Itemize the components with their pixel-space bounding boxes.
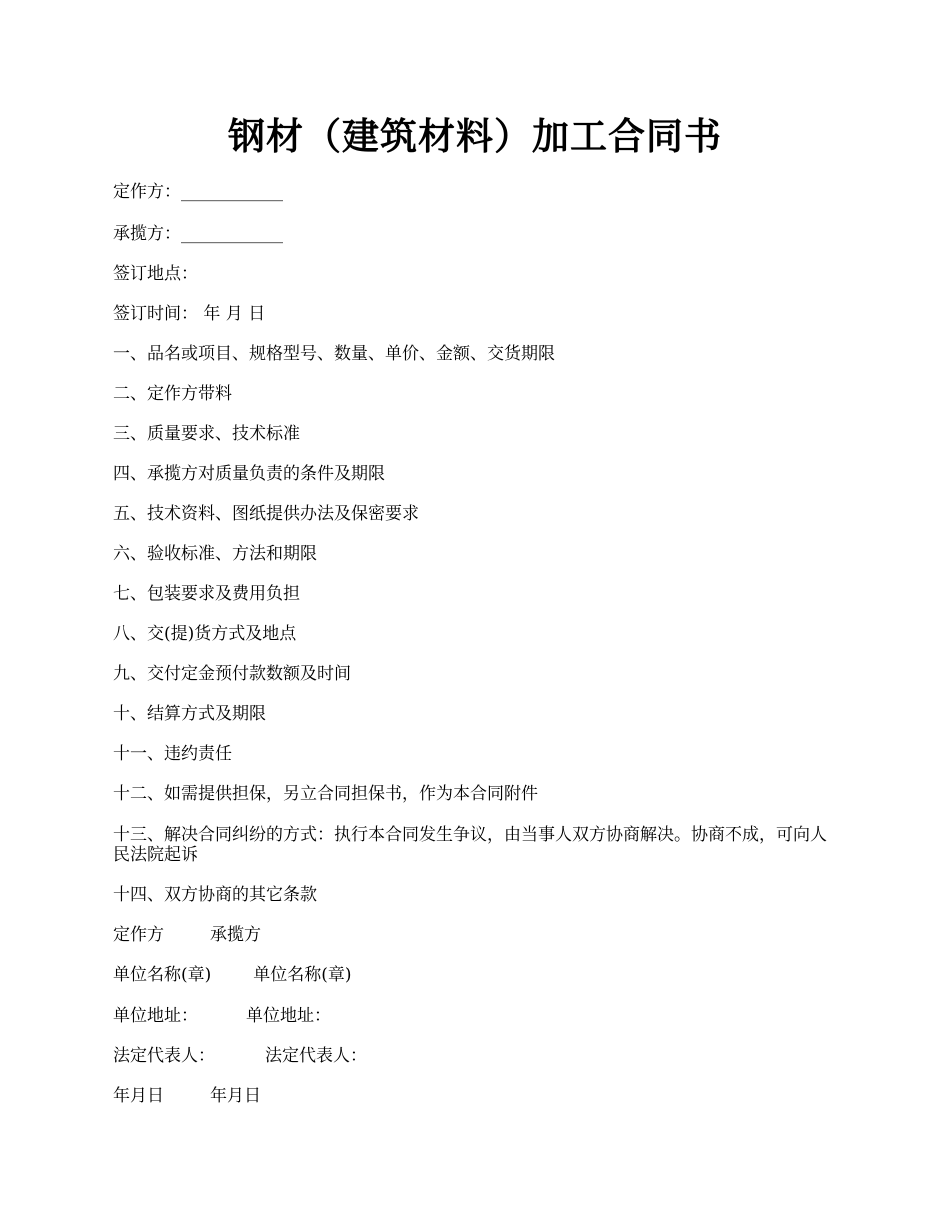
party-b-label: 承揽方：: [113, 224, 181, 244]
party-a-legal-rep: 法定代表人：: [113, 1046, 215, 1066]
sign-time: 签订时间： 年 月 日: [113, 304, 266, 324]
party-a-signature-heading: 定作方: [113, 925, 164, 945]
party-a-label: 定作方：: [113, 182, 181, 202]
document-title: 钢材（建筑材料）加工合同书: [228, 114, 722, 158]
clause-7: 七、包装要求及费用负担: [113, 584, 300, 604]
unit-name-row: [113, 965, 843, 985]
party-b-blank: ____________: [181, 224, 283, 244]
clause-14: 十四、双方协商的其它条款: [113, 885, 317, 905]
clause-11: 十一、违约责任: [113, 744, 232, 764]
clause-2: 二、定作方带料: [113, 384, 232, 404]
party-b-unit-address: 单位地址：: [246, 1006, 331, 1026]
clause-13: 十三、解决合同纠纷的方式：执行本合同发生争议，由当事人双方协商解决。协商不成，可向人民法院起诉: [113, 825, 827, 865]
party-a-unit-address: 单位地址：: [113, 1006, 198, 1026]
clause-5: 五、技术资料、图纸提供办法及保密要求: [113, 504, 419, 524]
clause-10: 十、结算方式及期限: [113, 704, 266, 724]
clause-3: 三、质量要求、技术标准: [113, 424, 300, 444]
legal-rep-row: [113, 1046, 843, 1066]
party-b-legal-rep: 法定代表人：: [265, 1046, 367, 1066]
clause-12: 十二、如需提供担保，另立合同担保书，作为本合同附件: [113, 784, 538, 804]
clause-4: 四、承揽方对质量负责的条件及期限: [113, 464, 385, 484]
clause-6: 六、验收标准、方法和期限: [113, 544, 317, 564]
party-b-unit-name: 单位名称(章): [253, 965, 352, 985]
party-b-date: 年月日: [210, 1086, 261, 1106]
party-a-date: 年月日: [113, 1086, 164, 1106]
clause-1: 一、品名或项目、规格型号、数量、单价、金额、交货期限: [113, 344, 555, 364]
sign-place: 签订地点：: [113, 264, 198, 284]
unit-address-row: [113, 1006, 843, 1026]
party-a-unit-name: 单位名称(章): [113, 965, 212, 985]
clause-8: 八、交(提)货方式及地点: [113, 624, 297, 644]
date-row: [113, 1086, 843, 1106]
party-a-line: [113, 182, 843, 202]
party-b-signature-heading: 承揽方: [210, 925, 261, 945]
party-b-line: [113, 224, 843, 244]
party-a-blank: ____________: [181, 182, 283, 202]
signature-parties-row: [113, 925, 843, 945]
clause-9: 九、交付定金预付款数额及时间: [113, 664, 351, 684]
